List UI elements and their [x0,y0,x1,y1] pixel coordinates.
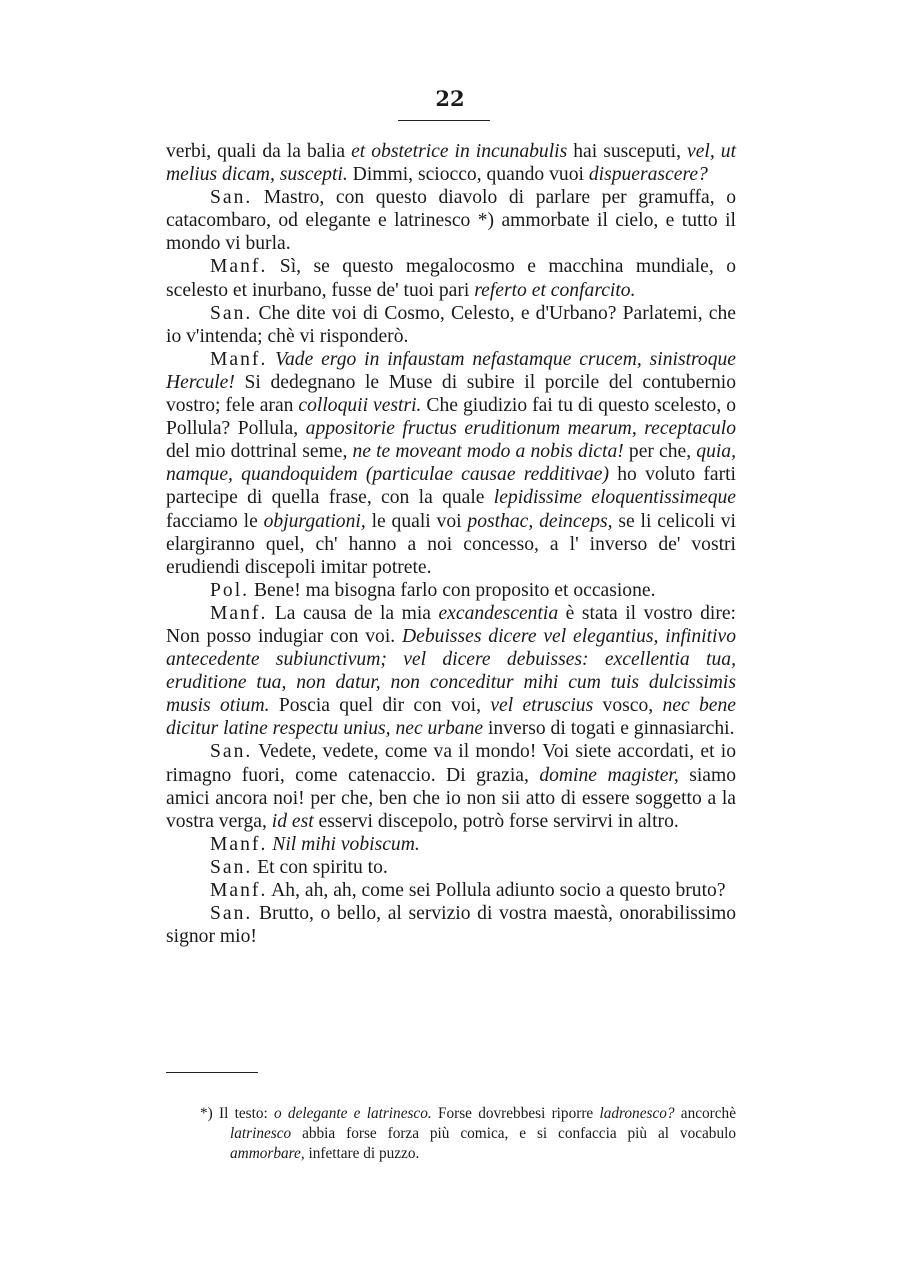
italic-run: posthac, deinceps, [467,510,613,532]
speaker-name: San. [210,741,253,763]
text-run: verbi, quali da la balia [166,141,352,162]
italic-run: latrinesco [230,1125,292,1142]
text-run: Dimmi, sciocco, quando vuoi [347,164,589,186]
header-rule [398,120,490,121]
italic-run: appositorie fructus eruditionum mearum, receptaculo [305,418,736,440]
text-run: Et con spiritu to. [252,856,388,878]
speaker-name: San. [210,187,253,209]
italic-run: quia, namque, quandoquidem (particulae causae redditivae) [166,441,736,486]
italic-run: ammorbare, [230,1145,305,1162]
italic-run: id est [271,810,314,832]
text-run: del mio dottrinal seme, [166,441,353,463]
text-run: Ah, ah, ah, come sei Pollula adiunto socio a questo bruto? [267,880,726,901]
text-run: Brutto, o bello, al servizio di vostra maestà, onorabilissimo signor mio! [166,903,736,948]
italic-run: Vade ergo in infaustam nefastamque crucem, sinistroque Hercule! [166,348,736,393]
paragraph [166,255,736,301]
text-run: le quali voi [365,510,468,532]
speaker-name: Manf. [210,602,268,624]
text-run: se li celicoli vi elargiranno quel, ch' hanno a noi concesso, a l' inverso de' vostri erudiendi discepoli imitar potrete. [166,510,736,578]
paragraph [166,579,736,602]
italic-run: excandescentia [438,602,559,624]
italic-run: vel, ut melius dicam, suscepti. [166,141,737,186]
text-run: Che giudizio fai tu di questo scelesto, o Pollula? Pollula, [166,395,736,440]
italic-run: et obstetrice in incunabulis [351,141,568,162]
speaker-name: San. [210,856,253,878]
speaker-name: Manf. [210,348,268,370]
text-run: La causa de la mia [267,602,439,624]
italic-run: lepidissime eloquentissimeque [493,487,736,509]
text-run: ancorchè [674,1105,736,1122]
text-run: *) Il testo: [200,1105,275,1122]
italic-run: objurgationi, [263,510,366,532]
paragraph [166,186,736,255]
text-run: Bene! ma bisogna farlo con proposito et occasione. [249,579,656,601]
footnote [200,1104,736,1164]
text-run: esservi discepolo, potrò forse servirvi in altro. [313,810,679,832]
italic-run: o delegante e latrinesco. [274,1105,432,1122]
footnote-paragraph [200,1104,736,1164]
italic-run: Nil mihi vobiscum. [272,833,420,855]
text-run: per che, [623,441,697,463]
paragraph [166,740,736,832]
text-run: siamo amici ancora noi! per che, ben che io non sii atto di essere soggetto a la vostra verga, [166,764,737,832]
text-run: facciamo le [166,510,264,532]
text-run: vosco, [593,695,663,717]
italic-run: nec bene dicitur latine respectu unius, nec urbane [166,695,736,740]
speaker-name: Manf. [210,880,268,901]
italic-run: vel etruscius [490,695,594,717]
speaker-name: Manf. [210,833,268,855]
text-run: Sì, se questo megalocosmo e macchina mundiale, o scelesto et inurbano, fusse de' tuoi pari [166,256,736,301]
text-run: Mastro, con questo diavolo di parlare per gramuffa, o catacombaro, od elegante e latrinesco *) ammorbate il cielo, e tutto il mondo vi burla. [166,187,736,255]
page-number: 22 [435,86,465,111]
footnote-rule [166,1072,258,1073]
italic-run: domine magister, [539,764,679,786]
speaker-name: Pol. [210,579,250,601]
text-run: Vedete, vedete, come va il mondo! Voi siete accordati, et io rimagno fuori, come catenaccio. Di grazia, [166,741,736,786]
text-run: è stata il vostro dire: Non posso indugiar con voi. [166,602,736,647]
text-run: infettare di puzzo. [304,1145,420,1162]
paragraph [166,602,736,741]
italic-run: dispuerascere? [588,164,708,186]
italic-run: referto et confarcito. [474,279,636,301]
speaker-name: San. [210,302,253,324]
italic-run: Debuisses dicere vel elegantius, infinitivo antecedente subiunctivum; vel dicere debuisses: excellentia tua, eruditione tua, non datur, non conceditur mihi cum tuis dulcissimis musis otium. [166,625,736,717]
italic-run: colloquii vestri. [298,395,422,417]
paragraph [166,833,736,856]
paragraph [166,302,736,348]
italic-run: ladronesco? [599,1105,675,1122]
paragraph [166,856,736,879]
text-run: Poscia quel dir con voi, [269,695,491,717]
body-text [166,140,736,948]
text-run: hai susceputi, [567,141,688,162]
text-run: inverso di togati e ginnasiarchi. [483,718,735,740]
text-run: abbia forse forza più comica, e si confaccia più al vocabulo [291,1125,736,1142]
paragraph [166,348,736,579]
text-run: Forse dovrebbesi riporre [431,1105,600,1122]
paragraph [166,902,736,948]
text-run: Si dedegnano le Muse di subire il porcile del contubernio vostro; fele aran [166,371,736,417]
text-run: Che dite voi di Cosmo, Celesto, e d'Urbano? Parlatemi, che io v'intenda; chè vi risponderò. [166,302,736,347]
italic-run: ne te moveant modo a nobis dicta! [352,441,624,463]
text-run: ho voluto farti partecipe di quella frase, con la quale [166,464,736,509]
speaker-name: Manf. [210,256,268,278]
paragraph [166,140,736,186]
speaker-name: San. [210,903,253,925]
paragraph [166,879,736,902]
